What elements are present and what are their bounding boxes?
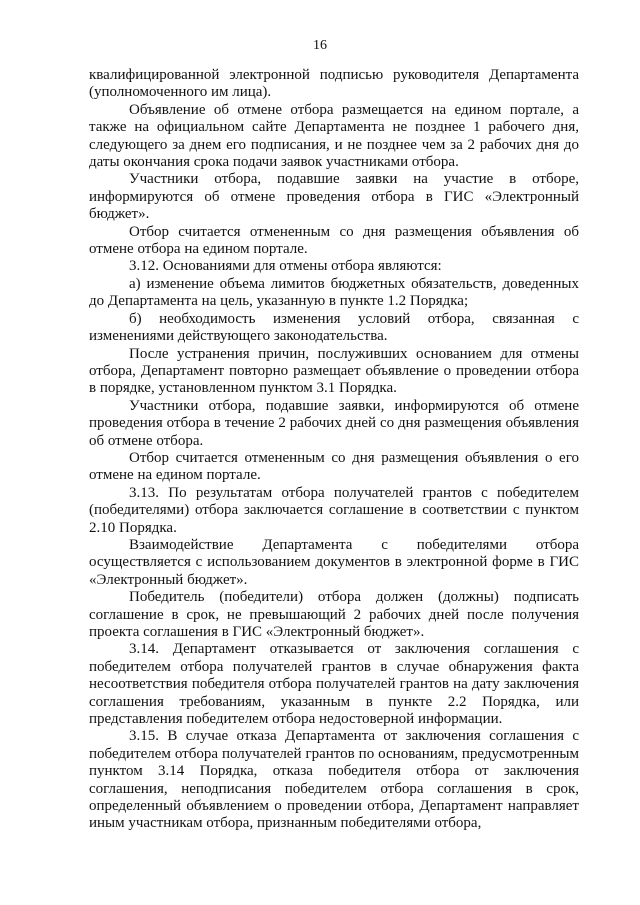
paragraph: 3.13. По результатам отбора получателей грантов с победителем (победителями) отбора заключается соглашение в соответствии с пунктом 2.10 Порядка. [89,484,579,536]
paragraph: 3.15. В случае отказа Департамента от заключения соглашения с победителем отбора получателей грантов по основаниям, предусмотренным пунктом 3.14 Порядка, отказа победителя отбора от заключения соглашения, неподписания победителем отбора соглашения в срок, определенный объявлением о проведении отбора, Департамент направляет иным участникам отбора, признанным победителями отбора, [89,728,579,832]
paragraph: Отбор считается отмененным со дня размещения объявления об отмене отбора на едином портале. [89,223,579,258]
paragraph: Отбор считается отмененным со дня размещения объявления о его отмене на едином портале. [89,449,579,484]
paragraph: а) изменение объема лимитов бюджетных обязательств, доведенных до Департамента на цель, указанную в пункте 1.2 Порядка; [89,275,579,310]
paragraph: 3.12. Основаниями для отмены отбора являются: [129,258,442,275]
paragraph: квалифицированной электронной подписью руководителя Департамента (уполномоченного им лица). [89,67,579,101]
paragraph: Взаимодействие Департамента с победителями отбора осуществляется с использованием документов в электронной форме в ГИС «Электронный бюджет». [89,536,579,588]
document-body [89,67,579,833]
paragraph: Участники отбора, подавшие заявки на участие в отборе, информируются об отмене проведения отбора в ГИС «Электронный бюджет». [89,171,579,223]
page-number: 16 [313,38,327,53]
paragraph: б) необходимость изменения условий отбора, связанная с изменениями действующего законодательства. [89,310,579,345]
paragraph: Участники отбора, подавшие заявки, информируются об отмене проведения отбора в течение 2 рабочих дней со дня размещения объявления об отмене отбора. [89,397,579,449]
paragraph: Победитель (победители) отбора должен (должны) подписать соглашение в срок, не превышающий 2 рабочих дней после получения проекта соглашения в ГИС «Электронный бюджет». [89,589,579,640]
paragraph: 3.14. Департамент отказывается от заключения соглашения с победителем отбора получателей грантов в случае обнаружения факта несоответствия победителя отбора получателей грантов на дату заключения соглашения требованиям, указанным в пункте 2.2 Порядка, или представления победителем отбора недостоверной информации. [89,641,579,728]
paragraph: После устранения причин, послуживших основанием для отмены отбора, Департамент повторно размещает объявление о проведении отбора в порядке, установленном пунктом 3.1 Порядка. [89,345,579,397]
paragraph: Объявление об отмене отбора размещается на едином портале, а также на официальном сайте Департамента не позднее 1 рабочего дня, следующего за днем его подписания, и не позднее чем за 2 рабочих дня до даты окончания срока подачи заявок участниками отбора. [89,101,579,171]
